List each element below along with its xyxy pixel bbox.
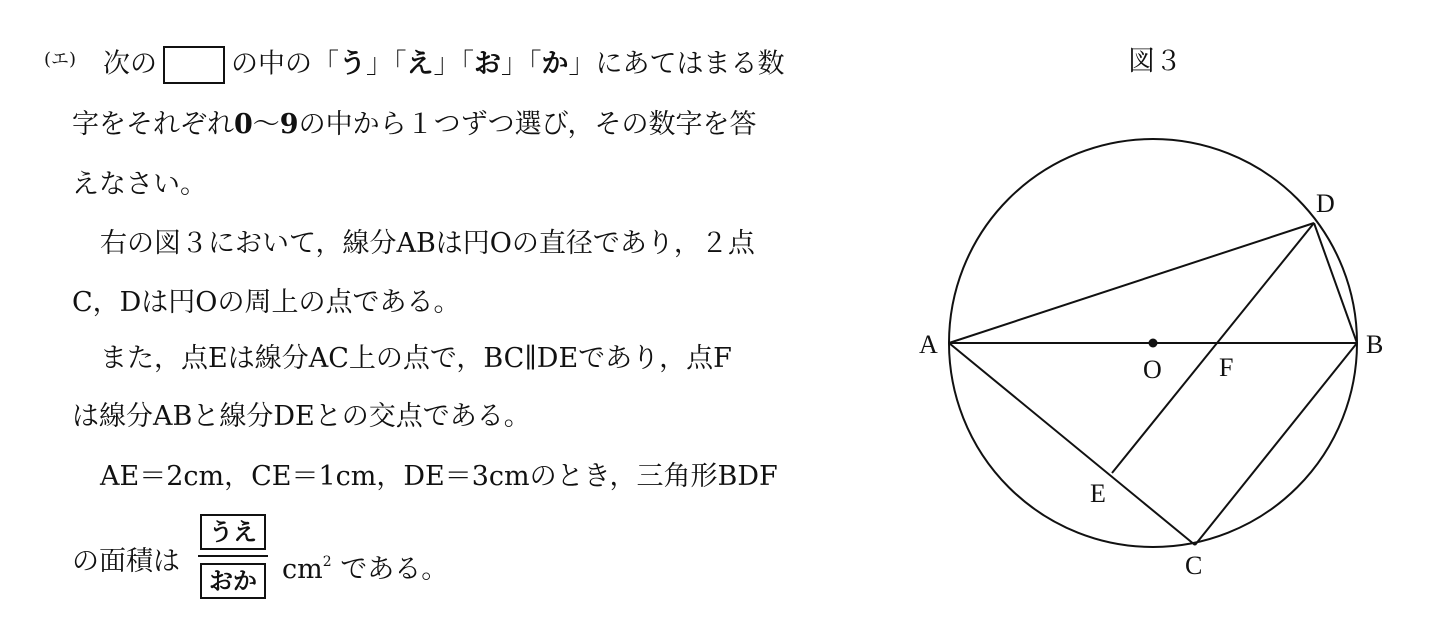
segment-db (1314, 223, 1357, 343)
line2-text-a: 字をそれぞれ (72, 109, 234, 140)
paragraph-1-line-1: 右の図３において，線分ABは円Oの直径であり，２点 (100, 228, 755, 259)
sep-2: 」「 (433, 48, 474, 80)
line1-text-c: 」にあてはまる数 (568, 48, 785, 80)
point-label-c: C (1185, 551, 1203, 580)
mark-u: う (339, 48, 366, 80)
question-label: (エ) (44, 49, 77, 70)
mark-ka: か (541, 48, 569, 80)
point-label-e: E (1090, 479, 1106, 508)
sep-1: 」「 (366, 48, 407, 80)
paragraph-3-line-1: AE＝2cm，CE＝1cm，DE＝3cmのとき，三角形BDF (100, 461, 778, 492)
line1-text-a: 次の (103, 48, 157, 80)
paragraph-2-line-2: は線分ABと線分DEとの交点である。 (72, 401, 531, 432)
paragraph-1-line-2: C，Dは円Oの周上の点である。 (72, 287, 461, 318)
point-label-d: D (1316, 189, 1335, 218)
point-label-f: F (1219, 353, 1234, 382)
point-label-a: A (919, 330, 938, 359)
line2-text-b: の中から１つずつ選び，その数字を答 (298, 109, 757, 140)
point-label-o: O (1143, 355, 1162, 384)
segment-ad (949, 223, 1314, 343)
answer-unit: cm (282, 554, 323, 585)
fraction-denominator: おか (200, 563, 266, 599)
figure-title: 図３ (1128, 46, 1182, 77)
paragraph-2-line-1: また，点Eは線分AC上の点で，BC∥DEであり，点F (100, 343, 732, 374)
fraction-numerator: うえ (200, 514, 266, 550)
answer-post: である。 (340, 554, 449, 585)
question-line-3: えなさい。 (72, 169, 207, 200)
center-point-o (1149, 339, 1158, 348)
point-label-b: B (1366, 330, 1384, 359)
line1-text-b: の中の「 (231, 48, 339, 80)
digit-0: 0 (234, 109, 253, 140)
mark-e: え (406, 48, 434, 80)
answer-pre: の面積は (72, 546, 180, 577)
mark-o: お (474, 48, 501, 80)
sep-3: 」「 (501, 48, 542, 80)
answer-unit-superscript: 2 (322, 554, 332, 570)
digit-9: 9 (279, 109, 299, 140)
tilde: ～ (252, 109, 280, 140)
